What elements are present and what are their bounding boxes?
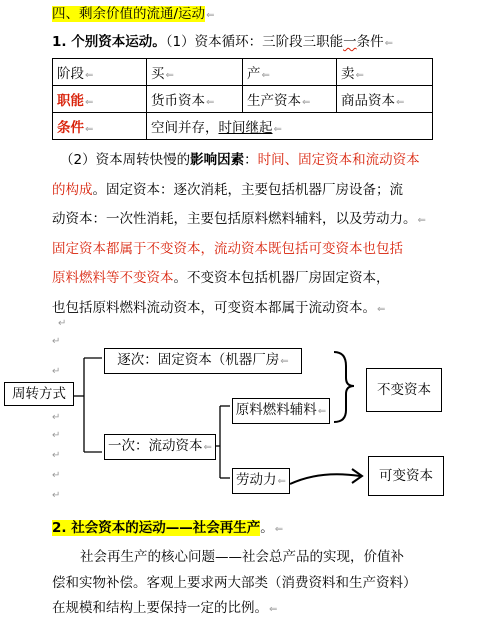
table-cell: 货币资本⇐: [147, 86, 243, 113]
table-row: [53, 59, 433, 86]
section-1-heading: [52, 32, 393, 54]
paragraph-mark: ↵: [52, 490, 61, 501]
section-1-intro-tail: 条件: [356, 34, 384, 50]
paragraph-mark: ↵: [58, 318, 67, 329]
paragraph-mark: ↵: [52, 336, 61, 347]
section-2-heading: 2. 社会资本的运动——社会再生产。⇐: [52, 520, 284, 536]
labor-power-box: 劳动力⇐: [232, 468, 290, 494]
document-title: [52, 4, 214, 24]
table-row: [53, 86, 433, 113]
paragraph-mark: ⇐: [274, 524, 284, 535]
paragraph-mark: ↵: [52, 412, 61, 423]
table-cell: 商品资本⇐: [337, 86, 433, 113]
table-cell: 空间并存，时间继起⇐: [147, 113, 433, 140]
section-1-title: 1. 个别资本运动。: [52, 34, 166, 50]
section-2-title: 2. 社会资本的运动——社会再生产: [52, 520, 261, 536]
paragraph-mark: ⇐: [384, 38, 393, 49]
table-cell: 阶段⇐: [53, 59, 147, 86]
table-row: [53, 113, 433, 140]
table-cell: 买⇐: [147, 59, 243, 86]
section-1-intro: （1）资本循环：三阶段三职能: [165, 34, 344, 50]
paragraph-mark: ↵: [52, 470, 61, 481]
turnover-mode-box: 周转方式: [4, 382, 74, 406]
one-time-circulating-capital-box: 一次：流动资本⇐: [104, 434, 216, 460]
paragraph-mark: ⇐: [206, 10, 215, 21]
paragraph-mark: ↵: [52, 450, 61, 461]
title-text: 四、剩余价值的流通/运动: [52, 6, 206, 22]
turnover-paragraph: （2）资本周转快慢的影响因素：时间、固定资本和流动资本 的构成。固定资本：逐次消耗，主要包括机器厂房设备；流 动资本：一次性消耗，主要包括原料燃料辅料，以及劳动力。⇐ 固定资本都属于不变资本，流动资本既包括可变资本也包括 原料燃料等不变资本。不变资本包括机器厂房固定资本， 也包括原料燃料流动资本，可变资本都属于流动资本。⇐: [52, 152, 426, 316]
table-cell: 条件⇐: [53, 113, 147, 140]
constant-capital-box: 不变资本: [366, 368, 442, 412]
capital-cycle-table: [52, 58, 433, 140]
paragraph-mark: ↵: [52, 430, 61, 441]
variable-capital-box: 可变资本: [368, 456, 444, 496]
table-cell: 生产资本⇐: [243, 86, 337, 113]
paragraph-mark: ↵: [52, 366, 61, 377]
gradual-fixed-capital-box: 逐次：固定资本（机器厂房⇐: [104, 348, 302, 374]
table-cell: 卖⇐: [337, 59, 433, 86]
social-reproduction-paragraph: 社会再生产的核心问题——社会总产品的实现，价值补 偿和实物补偿。客观上要求两大部类（消费资料和生产资料） 在规模和结构上要保持一定的比例。⇐: [52, 549, 417, 616]
raw-materials-box: 原料燃料辅料⇐: [232, 398, 330, 424]
section-1-squiggle: 一: [343, 34, 357, 50]
table-cell: 产⇐: [243, 59, 337, 86]
table-cell: 职能⇐: [53, 86, 147, 113]
